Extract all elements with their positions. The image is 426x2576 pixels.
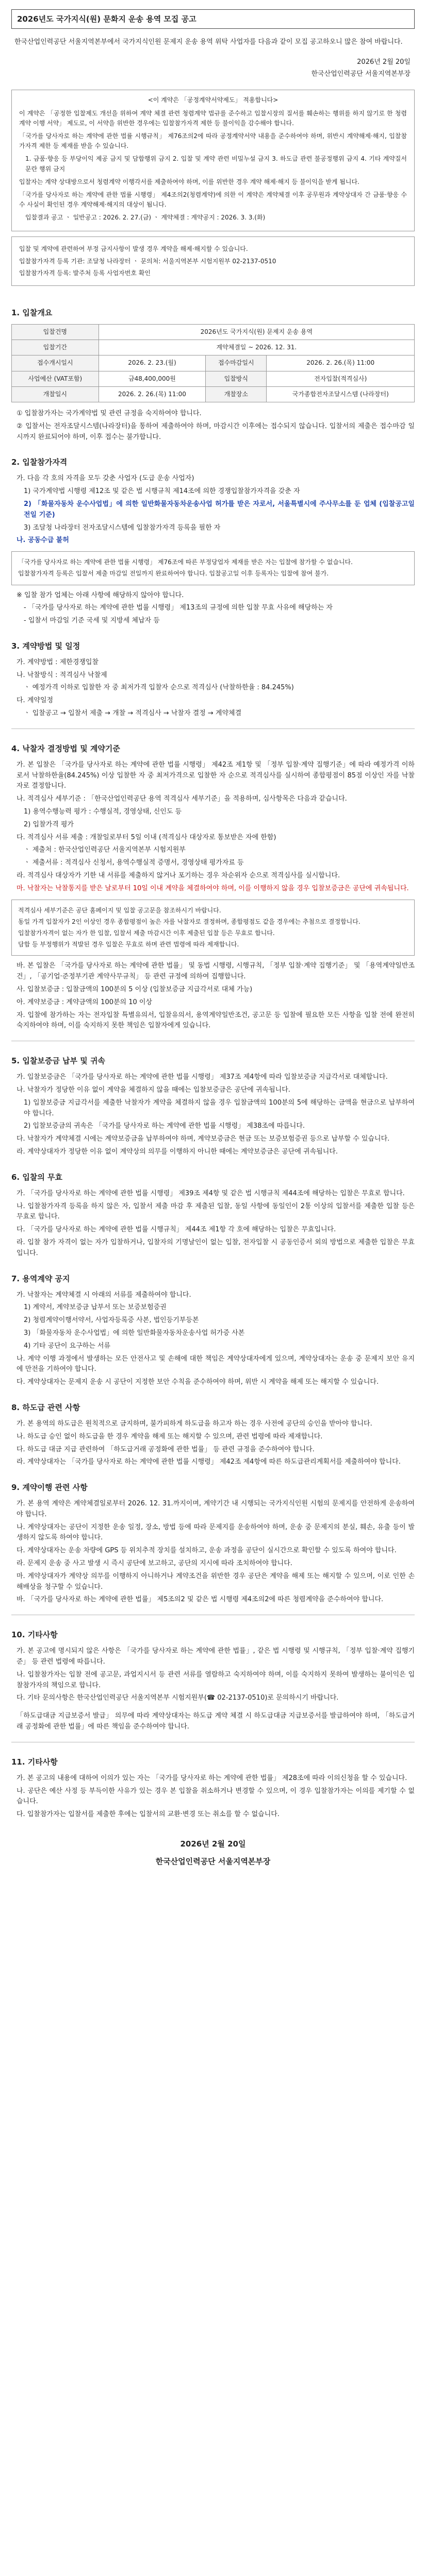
para: 나. 낙찰자가 정당한 이유 없이 계약을 체결하지 않을 때에는 입찰보증금은 공단에 귀속됩니다. xyxy=(17,1086,290,1094)
para: 가. 입찰보증금은 「국가를 당사자로 하는 계약에 관한 법률 시행령」 제37조 제4항에 따라 입찰보증금 지급각서로 대체합니다. xyxy=(17,1073,388,1081)
table-row xyxy=(12,371,415,386)
para: 2) 입찰보증금의 귀속은 「국가를 당사자로 하는 계약에 관한 법률 시행령」 제38조에 따릅니다. xyxy=(24,1122,305,1130)
emphasis-item: 입찰참가자격 등록: 발주처 등록 사업자번호 확인 xyxy=(19,269,151,277)
table-row xyxy=(12,386,415,402)
section-heading: 11. 기타사항 xyxy=(11,1757,58,1767)
para: ㆍ 입찰공고 → 입찰서 제출 → 개찰 → 적격심사 → 낙찰자 결정 → 계약체결 xyxy=(24,709,242,718)
notice-item: 이 계약은 「공정한 입찰제도 개선을 위하여 계약 체결 관련 청렴계약 법규를 준수하고 입찰시장의 질서를 훼손하는 행위를 하지 않기로 한 청렴계약 이행 서약」 제도로, 이 서약을 위반한 경우에는 입찰참가자격 제한 등 불이익을 감수해야 합니다. xyxy=(19,109,407,127)
warning-box xyxy=(11,551,415,585)
table-row xyxy=(12,340,415,355)
para: ※ 입찰 참가 업체는 아래 사항에 해당하지 않아야 합니다. xyxy=(17,591,184,599)
table-cell: 금48,400,000원 xyxy=(99,371,206,386)
para: 가. 「국가를 당사자로 하는 계약에 관한 법률 시행령」 제39조 제4항 및 같은 법 시행규칙 제44조에 해당하는 입찰은 무효로 합니다. xyxy=(17,1189,405,1197)
section-heading: 3. 계약방법 및 일정 xyxy=(11,641,80,651)
para: - 입찰서 마감일 기준 국세 및 지방세 체납자 등 xyxy=(24,617,160,625)
para: 마. 계약상대자가 계약상 의무를 이행하지 아니하거나 계약조건을 위반한 경우 공단은 계약을 해제 또는 해지할 수 있으며, 이로 인한 손해배상을 청구할 수 있습니다. xyxy=(17,1572,415,1591)
para: 바. 「국가를 당사자로 하는 계약에 관한 법률」 제5조의2 및 같은 법 시행령 제4조의2에 따른 청렴계약을 준수하여야 합니다. xyxy=(17,1596,384,1604)
para: 라. 입찰 참가 자격이 없는 자가 입찰하거나, 입찰자의 기명날인이 없는 입찰, 전자입찰 시 공동인증서 외의 방법으로 제출한 입찰은 무효입니다. xyxy=(17,1238,415,1257)
para: 가. 본 입찰은 「국가를 당사자로 하는 계약에 관한 법률 시행령」 제42조 제1항 및 「정부 입찰·계약 집행기준」에 따라 예정가격 이하로서 낙찰하한율(84.245%) 이상 입찰한 자 중 최저가격으로 입찰한 자 순으로 적격심사를 실시하여 종합평점이 85점 이상인 자를 낙찰자로 결정합니다. xyxy=(17,760,415,790)
para: 나. 공단은 예산 사정 등 부득이한 사유가 있는 경우 본 입찰을 취소하거나 변경할 수 있으며, 이 경우 입찰참가자는 이의를 제기할 수 없습니다. xyxy=(17,1787,415,1806)
para: 다. 하도급 대금 지급 관련하여 「하도급거래 공정화에 관한 법률」 등 관련 규정을 준수하여야 합니다. xyxy=(17,1445,315,1453)
table-header-cell: 접수개시일시 xyxy=(12,355,99,371)
para: 가. 본 공고의 내용에 대하여 이의가 있는 자는 「국가를 당사자로 하는 계약에 관한 법률」 제28조에 따라 이의신청을 할 수 있습니다. xyxy=(17,1774,407,1782)
section-heading: 8. 하도급 관련 사항 xyxy=(11,1402,80,1412)
section-heading: 10. 기타사항 xyxy=(11,1630,58,1640)
para: 라. 계약상대자가 정당한 이유 없이 계약상의 의무를 이행하지 아니한 때에는 계약보증금은 공단에 귀속됩니다. xyxy=(17,1147,338,1156)
quote-text: 「하도급대금 지급보증서 발급」 의무에 따라 계약상대자는 하도급 계약 체결 시 하도급대금 지급보증서를 발급하여야 하며, 「하도급거래 공정화에 관한 법률」에 따른 책임을 준수하여야 합니다. xyxy=(17,1712,415,1731)
para: 1) 용역수행능력 평가 : 수행실적, 경영상태, 신인도 등 xyxy=(24,808,182,816)
table-header-cell: 입찰방식 xyxy=(206,371,267,386)
section-heading: 9. 계약이행 관련 사항 xyxy=(11,1483,88,1493)
section-heading: 4. 낙찰자 결정방법 및 계약기준 xyxy=(11,743,120,753)
section-heading: 2. 입찰참가자격 xyxy=(11,457,68,467)
para: 나. 낙찰방식 : 적격심사 낙찰제 xyxy=(17,671,107,679)
table-row xyxy=(12,325,415,340)
para: 2) 입찰가격 평가 xyxy=(24,820,74,828)
table-cell: 2026. 2. 26.(목) 11:00 xyxy=(99,386,206,402)
para: 다. 계약상대자는 운송 차량에 GPS 등 위치추적 장치를 설치하고, 운송 과정을 공단이 실시간으로 확인할 수 있도록 하여야 합니다. xyxy=(17,1547,397,1555)
table-row xyxy=(12,355,415,371)
page-title: 2026년도 국가지식(원) 문화지 운송 용역 모집 공고 xyxy=(11,9,415,29)
para-emphasis: 나. 공동수급 불허 xyxy=(17,536,69,545)
para: 아. 계약보증금 : 계약금액의 100분의 10 이상 xyxy=(17,998,153,1006)
para: 나. 입찰참가자격 등록을 하지 않은 자, 입찰서 제출 마감 후 제출된 입찰, 동일 사항에 동일인이 2통 이상의 입찰서를 제출한 입찰 등은 무효로 합니다. xyxy=(17,1202,415,1221)
notice-heading: <이 계약은 「공정계약서약제도」 적용합니다> xyxy=(148,96,278,104)
para: 3) 조달청 나라장터 전자조달시스템에 입찰참가자격 등록을 필한 자 xyxy=(24,523,221,532)
para-emphasis: 2) 「화물자동차 운수사업법」에 의한 일반화물자동차운송사업 허가를 받은 자로서, 서울특별시에 주사무소를 둔 업체 (입찰공고일 전일 기준) xyxy=(24,500,415,519)
table-cell: 2026년도 국가지식(원) 문제지 운송 용역 xyxy=(99,325,414,340)
para: 나. 적격심사 세부기준 : 「한국산업인력공단 용역 적격심사 세부기준」을 적용하며, 심사항목은 다음과 같습니다. xyxy=(17,795,347,803)
overview-table xyxy=(11,324,415,402)
table-cell: 국가종합전자조달시스템 (나라장터) xyxy=(267,386,415,402)
table-header-cell: 사업예산 (VAT포함) xyxy=(12,371,99,386)
para: 나. 계약 이행 과정에서 발생하는 모든 안전사고 및 손해에 대한 책임은 계약상대자에게 있으며, 계약상대자는 운송 중 문제지 보안 유지에 만전을 기하여야 합니다. xyxy=(17,1354,415,1374)
para: 나. 입찰참가자는 입찰 전에 공고문, 과업지시서 등 관련 서류를 열람하고 숙지하여야 하며, 이를 숙지하지 못하여 발생하는 불이익은 입찰참가자의 책임으로 합니다. xyxy=(17,1670,415,1689)
table-header-cell: 접수마감일시 xyxy=(206,355,267,371)
para: 1) 국가계약법 시행령 제12조 및 같은 법 시행규칙 제14조에 의한 경쟁입찰참가자격을 갖춘 자 xyxy=(24,487,300,496)
para: 2) 청렴계약이행서약서, 사업자등록증 사본, 법인등기부등본 xyxy=(24,1316,199,1325)
para: 가. 다음 각 호의 자격을 모두 갖춘 사업자 (도급 운송 사업자) xyxy=(17,474,194,483)
para: 나. 하도급 승인 없이 하도급을 한 경우 계약을 해제 또는 해지할 수 있으며, 관련 법령에 따라 제재합니다. xyxy=(17,1432,323,1440)
table-header-cell: 입찰기간 xyxy=(12,340,99,355)
warning-item: 담합 등 부정행위가 적발된 경우 입찰은 무효로 하며 관련 법령에 따라 제재합니다. xyxy=(18,941,239,948)
para: 다. 계약일정 xyxy=(17,697,54,705)
para: 라. 적격심사 대상자가 기한 내 서류를 제출하지 않거나 포기하는 경우 차순위자 순으로 적격심사를 실시합니다. xyxy=(17,872,340,880)
section-heading: 1. 입찰개요 xyxy=(11,308,53,318)
para: 다. 낙찰자가 계약체결 시에는 계약보증금을 납부하여야 하며, 계약보증금은 현금 또는 보증보험증권 등으로 납부할 수 있습니다. xyxy=(17,1135,390,1143)
integrity-notice-box xyxy=(11,90,415,231)
para: 가. 계약방법 : 제한경쟁입찰 xyxy=(17,658,99,666)
warning-item: 적격심사 세부기준은 공단 홈페이지 및 입찰 공고문을 참조하시기 바랍니다. xyxy=(18,906,221,914)
para: 다. 기타 문의사항은 한국산업인력공단 서울지역본부 시험지원부(☎ 02-2137-0510)로 문의하시기 바랍니다. xyxy=(17,1694,339,1702)
closing-org: 한국산업인력공단 서울지역본부장 xyxy=(155,1857,271,1867)
note-text: ① 입찰참가자는 국가계약법 및 관련 규정을 숙지하여야 합니다. xyxy=(17,409,202,417)
para: 가. 본 공고에 명시되지 않은 사항은 「국가를 당사자로 하는 계약에 관한 법률」, 같은 법 시행령 및 시행규칙, 「정부 입찰·계약 집행기준」 등 관련 법령에 따릅니다. xyxy=(17,1647,415,1666)
notice-item: 「국가를 당사자로 하는 계약에 관한 법률 시행령」 제4조의2(청렴계약)에 의한 이 계약은 계약체결 이후 공무원과 계약상대자 간 금품·향응 수수 사실이 확인된 경우 계약해제·해지의 대상이 됩니다. xyxy=(19,191,407,209)
para: 4) 기타 공단이 요구하는 서류 xyxy=(24,1342,111,1350)
notice-item: 「국가를 당사자로 하는 계약에 관한 법률 시행규칙」 제76조의2에 따라 공정계약서약 내용을 준수하여야 하며, 위반시 계약해제·해지, 입찰참가자격 제한 등 제재를 받을 수 있습니다. xyxy=(19,132,407,150)
para: 1) 입찰보증금 지급각서를 제출한 낙찰자가 계약을 체결하지 않을 경우 입찰금액의 100분의 5에 해당하는 금액을 현금으로 납부하여야 합니다. xyxy=(24,1098,415,1117)
para: 다. 「국가를 당사자로 하는 계약에 관한 법률 시행규칙」 제44조 제1항 각 호에 해당하는 입찰은 무효입니다. xyxy=(17,1226,336,1234)
warning-item: 입찰참가자격이 없는 자가 한 입찰, 입찰서 제출 마감시간 이후 제출된 입찰 등은 무효로 합니다. xyxy=(18,929,275,937)
para-warning: 마. 낙찰자는 낙찰통지를 받은 날로부터 10일 이내 계약을 체결하여야 하며, 이를 이행하지 않을 경우 입찰보증금은 공단에 귀속됩니다. xyxy=(17,884,409,892)
para: ㆍ 제출처 : 한국산업인력공단 서울지역본부 시험지원부 xyxy=(24,846,186,854)
para: - 「국가를 당사자로 하는 계약에 관한 법률 시행령」 제13조의 규정에 의한 입찰 무효 사유에 해당하는 자 xyxy=(24,604,333,612)
divider xyxy=(11,728,415,729)
table-cell: 2026. 2. 23.(월) xyxy=(99,355,206,371)
warning-item: 동일 가격 입찰자가 2인 이상인 경우 종합평점이 높은 자를 낙찰자로 결정하며, 종합평점도 같을 경우에는 추첨으로 결정합니다. xyxy=(18,918,361,925)
para: 다. 입찰참가자는 입찰서를 제출한 후에는 입찰서의 교환·변경 또는 취소를 할 수 없습니다. xyxy=(17,1810,280,1819)
para: 다. 계약상대자는 문제지 운송 시 공단이 지정한 보안 수칙을 준수하여야 하며, 위반 시 계약을 해제 또는 해지할 수 있습니다. xyxy=(17,1378,379,1386)
para: 가. 낙찰자는 계약체결 시 아래의 서류를 제출하여야 합니다. xyxy=(17,1291,191,1299)
intro-text: 한국산업인력공단 서울지역본부에서 국가지식인원 문제지 운송 용역 위탁 사업자를 다음과 같이 모집 공고하오니 많은 참여 바랍니다. xyxy=(14,38,403,46)
para: 자. 입찰에 참가하는 자는 전자입찰 특별유의서, 입찰유의서, 용역계약일반조건, 공고문 등 입찰에 필요한 모든 사항을 입찰 전에 완전히 숙지하여야 하며, 이를 숙지하지 못한 책임은 입찰자에게 있습니다. xyxy=(17,1011,415,1030)
table-cell: 전자입찰(적격심사) xyxy=(267,371,415,386)
para: 바. 본 입찰은 「국가를 당사자로 하는 계약에 관한 법률」 및 동법 시행령, 시행규칙, 「정부 입찰·계약 집행기준」 및 「용역계약일반조건」, 「공기업·준정부기관 계약사무규칙」 등 관련 규정에 의하여 집행합니다. xyxy=(17,962,415,981)
section-heading: 6. 입찰의 무효 xyxy=(11,1172,63,1182)
para: 가. 본 용역 계약은 계약체결일로부터 2026. 12. 31.까지이며, 계약기간 내 시행되는 국가지식인원 시험의 문제지를 안전하게 운송하여야 합니다. xyxy=(17,1500,415,1518)
notice-item: 입찰자는 계약 상대방으로서 청렴계약 이행각서를 제출하여야 하며, 이를 위반한 경우 계약 해제·해지 등 불이익을 받게 됩니다. xyxy=(19,178,359,185)
closing-date: 2026년 2월 20일 xyxy=(180,1839,246,1849)
notice-date: 2026년 2월 20일 xyxy=(357,58,411,66)
table-header-cell: 개찰일시 xyxy=(12,386,99,402)
section-heading: 7. 용역계약 공지 xyxy=(11,1274,70,1283)
table-header-cell: 입찰건명 xyxy=(12,325,99,340)
warning-box xyxy=(11,900,415,956)
table-cell: 계약체결일 ~ 2026. 12. 31. xyxy=(99,340,414,355)
section-heading: 5. 입찰보증금 납부 및 귀속 xyxy=(11,1056,105,1066)
para: 1) 계약서, 계약보증금 납부서 또는 보증보험증권 xyxy=(24,1303,167,1312)
para: 라. 문제지 운송 중 사고 발생 시 즉시 공단에 보고하고, 공단의 지시에 따라 조치하여야 합니다. xyxy=(17,1560,292,1568)
para: ㆍ 예정가격 이하로 입찰한 자 중 최저가격 입찰자 순으로 적격심사 (낙찰하한율 : 84.245%) xyxy=(24,684,294,692)
emphasis-item: 입찰 및 계약에 관련하여 부정 금지사항이 발생 경우 계약을 해제·해지할 수 있습니다. xyxy=(19,245,248,253)
para: 가. 본 용역의 하도급은 원칙적으로 금지하며, 불가피하게 하도급을 하고자 하는 경우 사전에 공단의 승인을 받아야 합니다. xyxy=(17,1419,372,1428)
para: ㆍ 제출서류 : 적격심사 신청서, 용역수행실적 증명서, 경영상태 평가자료 등 xyxy=(24,859,244,867)
para: 사. 입찰보증금 : 입찰금액의 100분의 5 이상 (입찰보증금 지급각서로 대체 가능) xyxy=(17,985,253,993)
issuing-org: 한국산업인력공단 서울지역본부장 xyxy=(311,70,411,78)
para: 3) 「화물자동차 운수사업법」에 의한 일반화물자동차운송사업 허가증 사본 xyxy=(24,1329,245,1337)
emphasis-item: 입찰참가자격 등록 기관: 조달청 나라장터 ㆍ 문의처: 서울지역본부 시험지원부 02-2137-0510 xyxy=(19,257,276,265)
note-text: ② 입찰서는 전자조달시스템(나라장터)을 통하여 제출하여야 하며, 마감시간 이후에는 접수되지 않습니다. 입찰서의 제출은 접수마감 일시까지 완료되어야 하며, 이후 접수는 불가합니다. xyxy=(17,422,415,441)
table-cell: 2026. 2. 26.(목) 11:00 xyxy=(267,355,415,371)
para: 나. 계약상대자는 공단이 지정한 운송 일정, 장소, 방법 등에 따라 문제지를 운송하여야 하며, 운송 중 문제지의 분실, 훼손, 유출 등이 발생하지 않도록 하여야 합니다. xyxy=(17,1523,415,1542)
notice-item: 1. 금품·향응 등 부당이익 제공 금지 및 담합행위 금지 2. 입찰 및 계약 관련 비밀누설 금지 3. 하도급 관련 불공정행위 금지 4. 기타 계약질서 문란 행위 금지 xyxy=(25,155,407,173)
warning-item: 입찰참가자격 등록은 입찰서 제출 마감일 전일까지 완료하여야 합니다. 입찰공고일 이후 등록자는 입찰에 참여 불가. xyxy=(18,570,329,578)
emphasis-box xyxy=(11,236,415,286)
warning-item: 「국가를 당사자로 하는 계약에 관한 법률 시행령」 제76조에 따른 부정당업자 제재를 받은 자는 입찰에 참가할 수 없습니다. xyxy=(18,558,353,566)
para: 라. 계약상대자는 「국가를 당사자로 하는 계약에 관한 법률 시행령」 제42조 제4항에 따른 하도급관리계획서를 제출하여야 합니다. xyxy=(17,1458,401,1466)
notice-item: 입찰결과 공고 ㆍ 일반공고 : 2026. 2. 27.(금) ㆍ 계약체결 : 계약공지 : 2026. 3. 3.(화) xyxy=(25,214,266,222)
notice-document xyxy=(11,9,415,1873)
para: 다. 적격심사 서류 제출 : 개찰일로부터 5일 이내 (적격심사 대상자로 통보받은 자에 한함) xyxy=(17,833,276,841)
table-header-cell: 개찰장소 xyxy=(206,386,267,402)
